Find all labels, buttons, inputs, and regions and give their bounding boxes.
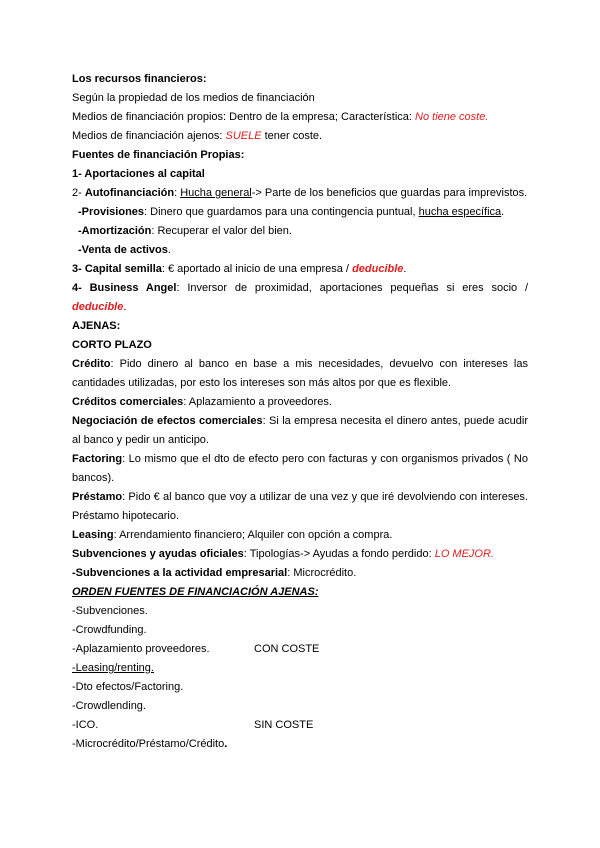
item-negociacion-efectos: Negociación de efectos comerciales: Si la empresa necesita el dinero antes, puede acudir al banco y pedir un anticipo. [72, 415, 528, 446]
item-factoring: Factoring: Lo mismo que el dto de efecto pero con facturas y con organismos privados ( No bancos). [72, 453, 528, 484]
item-amortizacion: -Amortización: Recuperar el valor del bien. [78, 225, 292, 237]
item-business-angel: 4- Business Angel: Inversor de proximidad, aportaciones pequeñas si eres socio / deducible. [72, 282, 528, 313]
order-item: -Crowdlending. [72, 700, 146, 712]
item-credito: Crédito: Pido dinero al banco en base a mis necesidades, devuelvo con intereses las cantidades utilizadas, por esto los intereses son más altos por que es flexible. [72, 358, 528, 389]
order-item: -Microcrédito/Préstamo/Crédito. [72, 738, 228, 750]
doc-title: Los recursos financieros: [72, 73, 207, 85]
section-heading-ajenas: AJENAS: [72, 320, 121, 332]
section-heading-orden: ORDEN FUENTES DE FINANCIACIÓN AJENAS: [72, 586, 319, 598]
order-item: -Subvenciones. [72, 605, 148, 617]
item-capital-semilla: 3- Capital semilla: € aportado al inicio de una empresa / deducible. [72, 263, 407, 275]
item-prestamo: Préstamo: Pido € al banco que voy a utilizar de una vez y que iré devolviendo con intereses. Préstamo hipotecario. [72, 491, 528, 522]
item-provisiones: -Provisiones: Dinero que guardamos para una contingencia puntual, hucha específica. [78, 206, 505, 218]
item-creditos-comerciales: Créditos comerciales: Aplazamiento a proveedores. [72, 396, 332, 408]
paragraph: Según la propiedad de los medios de financiación [72, 92, 315, 104]
section-heading-corto-plazo: CORTO PLAZO [72, 339, 152, 351]
con-coste-label: CON COSTE [254, 643, 320, 655]
order-item: -Crowdfunding. [72, 624, 147, 636]
order-item: -Aplazamiento proveedores. CON COSTE [72, 640, 528, 659]
sin-coste-label: SIN COSTE [254, 719, 314, 731]
item-subvenciones: Subvenciones y ayudas oficiales: Tipologías-> Ayudas a fondo perdido: LO MEJOR. [72, 548, 494, 560]
item-leasing: Leasing: Arrendamiento financiero; Alquiler con opción a compra. [72, 529, 393, 541]
order-item: -Dto efectos/Factoring. [72, 681, 184, 693]
item-venta-activos: -Venta de activos. [78, 244, 171, 256]
item-autofinanciacion: 2- Autofinanciación: Hucha general-> Parte de los beneficios que guardas para imprevistos. [72, 187, 528, 199]
paragraph: Medios de financiación ajenos: SUELE tener coste. [72, 130, 323, 142]
order-item: -Leasing/renting. [72, 662, 154, 674]
section-heading-propias: Fuentes de financiación Propias: [72, 149, 245, 161]
paragraph: Medios de financiación propios: Dentro de la empresa; Característica: No tiene coste. [72, 111, 489, 123]
item-subvenciones-actividad: -Subvenciones a la actividad empresarial: Microcrédito. [72, 567, 357, 579]
document-body [72, 70, 528, 754]
order-item: -ICO. SIN COSTE [72, 716, 528, 735]
item-aportaciones: 1- Aportaciones al capital [72, 168, 205, 180]
